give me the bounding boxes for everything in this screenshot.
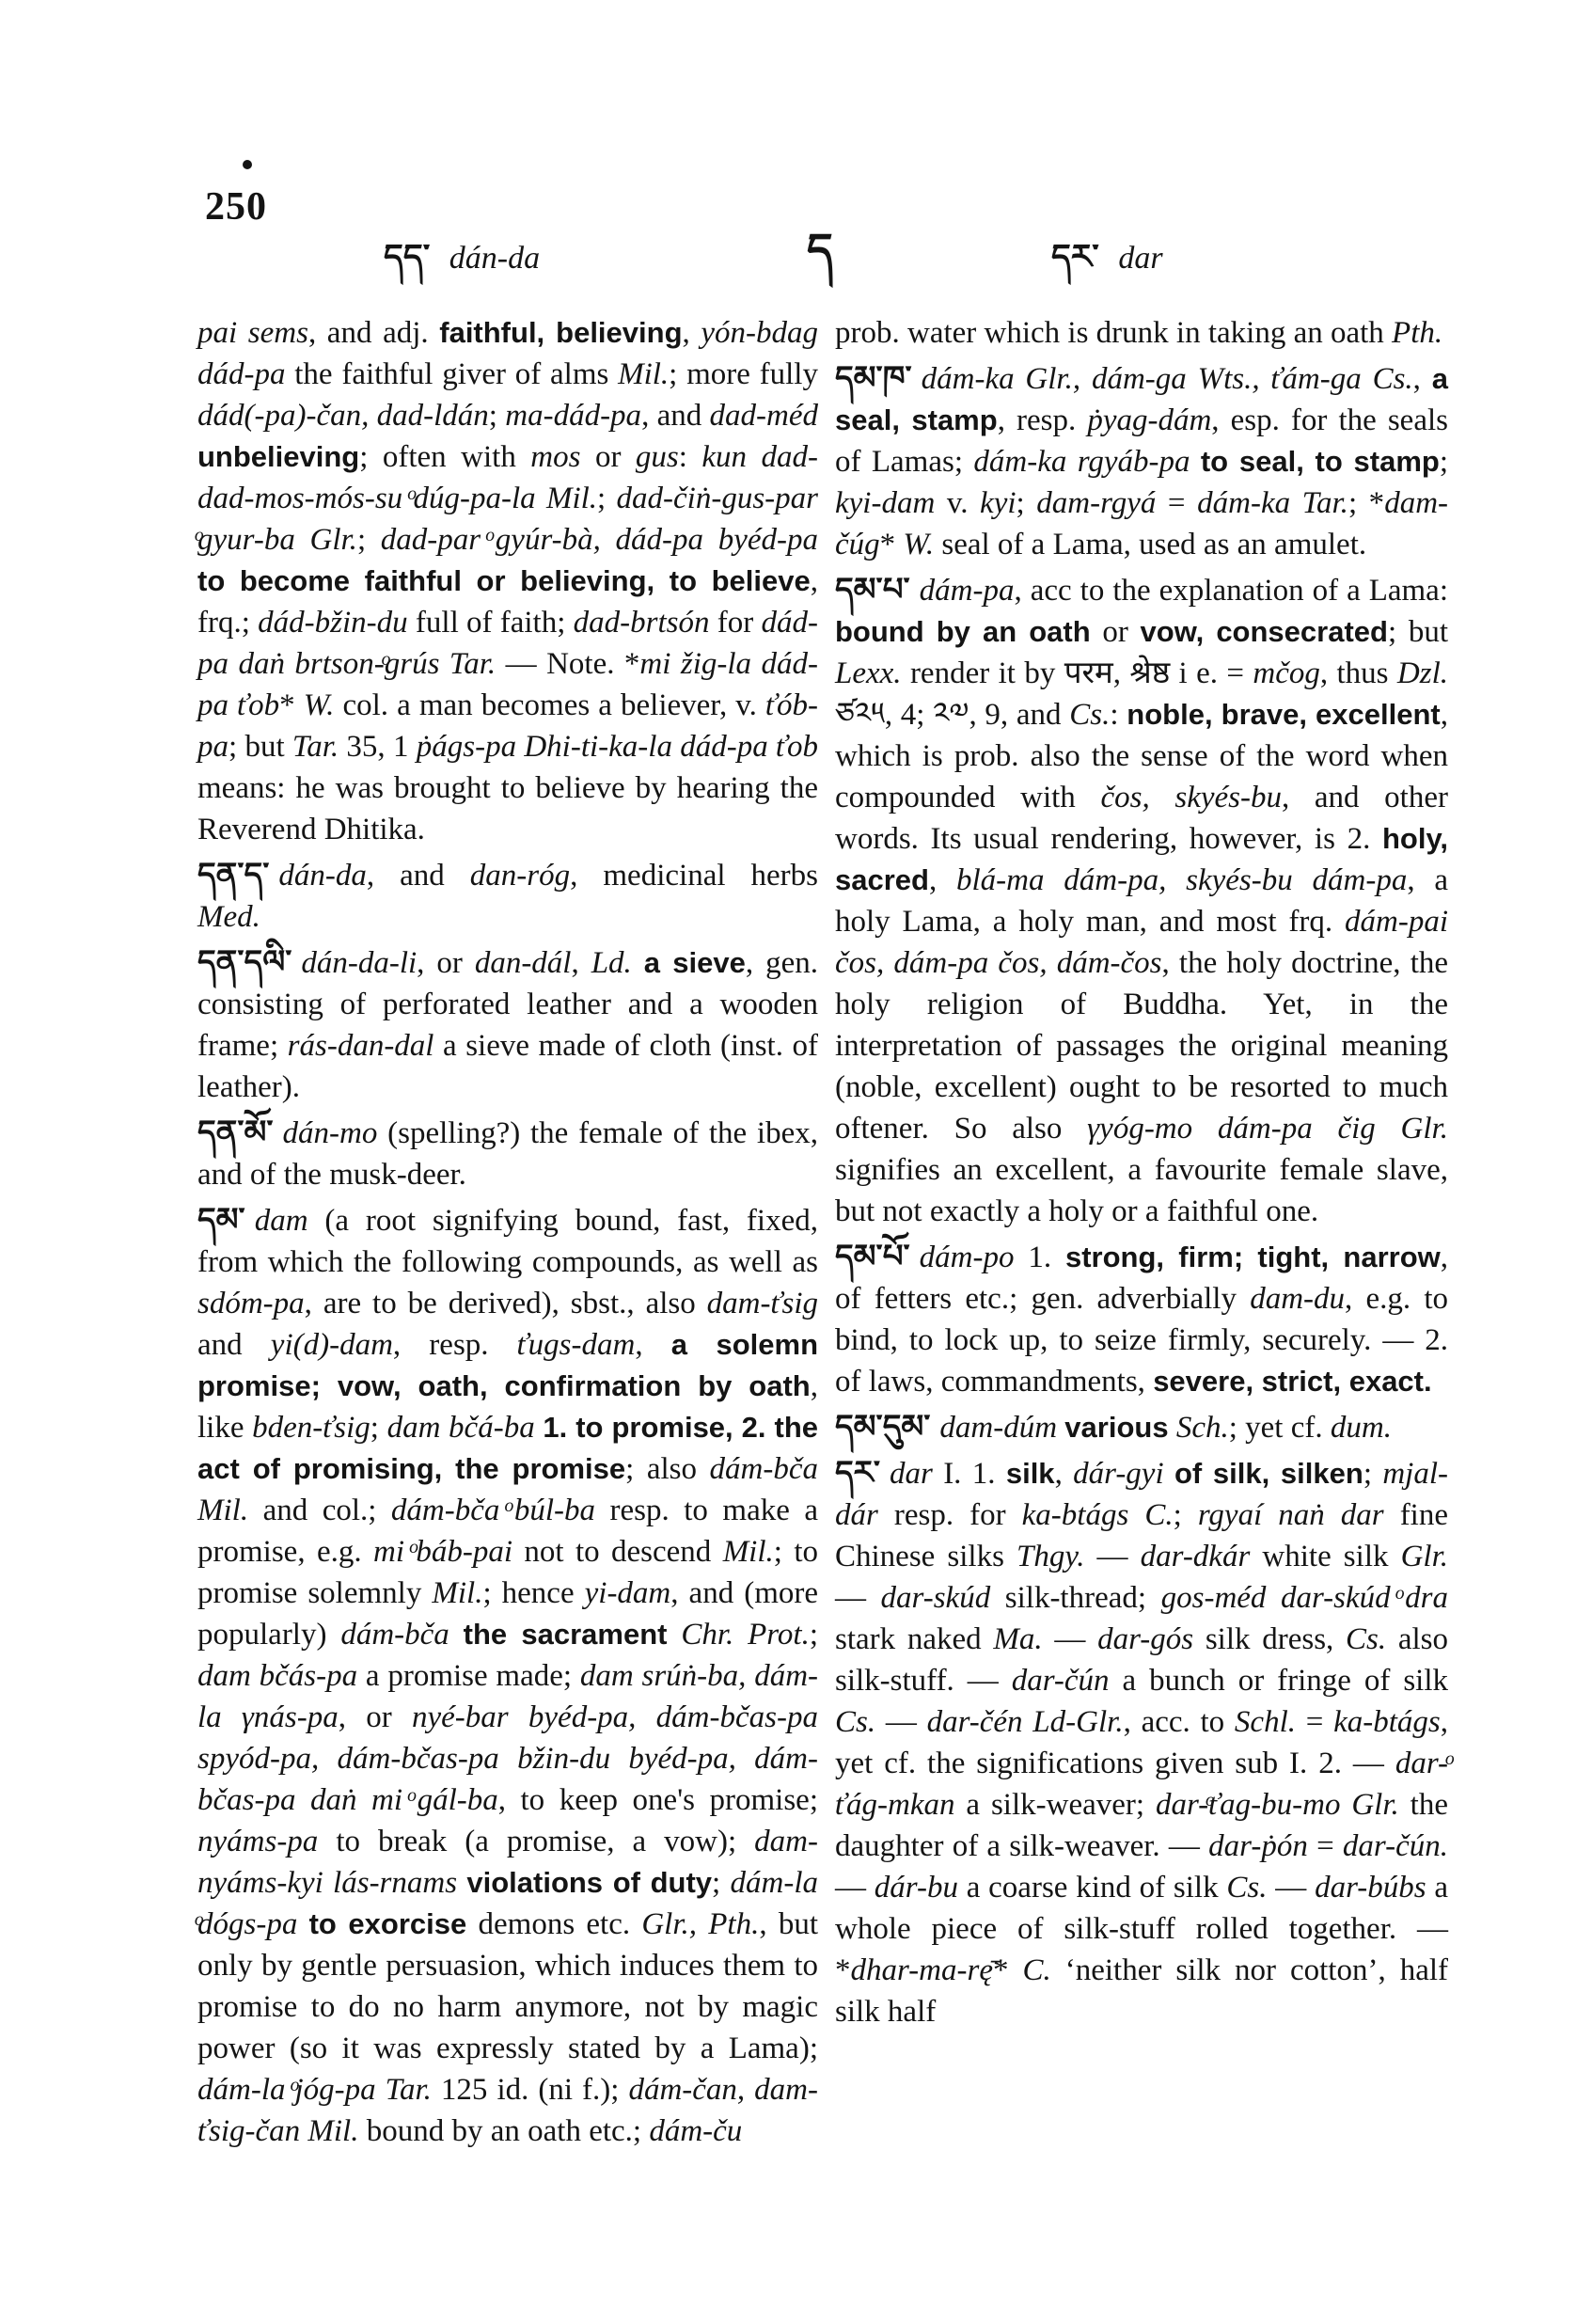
running-head-right: [1051, 218, 1163, 314]
dictionary-entry: དམ་ dam (a root signifying bound, fast, fixed, from which the following compounds, as well as sdóm-pa, are to be derived), sbst., also dam-ťsig and yi(d)-dam, resp. ťugs-dam, a solemn promise; vow, oath, confirmation by oath, like bden-ťsig; dam bčá-ba 1. to promise, 2. the act of promising, the promise; also dám-bča Mil. and col.; dám-bča ͦbúl-ba resp. to make a promise, e.g. mi ͦbáb-pai not to descend Mil.; to promise solemnly Mil.; hence yi-dam, and (more popularly) dám-bča the sacrament Chr. Prot.; dam bčás-pa a promise made; dam srúṅ-ba, dám-la γnás-pa, or nyé-bar byéd-pa, dám-bčas-pa spyód-pa, dám-bčas-pa bžin-du byéd-pa, dám-bčas-pa daṅ mi ͦgál-ba, to keep one's promise; nyáms-pa to break (a promise, a vow); dam-nyáms-kyi lás-rnams violations of duty; dám-la ͦdógs-pa to exorcise demons etc. Glr., Pth., but only by gentle persuasion, which induces them to promise to do no harm anymore, not by magic power (so it was expressly stated by a Lama); dám-la ͦjóg-pa Tar. 125 id. (ni f.); dám-čan, dam-ťsig-čan Mil. bound by an oath etc.; dám-ču: [197, 1201, 819, 2148]
dictionary-entry: དན་མོ་ dán-mo (spelling?) the female of the ibex, and of the musk-deer.: [197, 1114, 818, 1192]
dictionary-entry: དམ་དུམ་ dam-dúm various Sch.; yet cf. dum.: [835, 1408, 1392, 1446]
dictionary-entry: དམ་ཁ་ dám-ka Glr., dám-ga Wts., ťám-ga Cs., a seal, stamp, resp. ṗyag-dám, esp. for the seals of Lamas; dám-ka rgyáb-pa to seal, to stamp; kyi-dam v. kyi; dam-rgyá = dám-ka Tar.; *dam-čúg* W. seal of a Lama, used as an amulet.: [835, 359, 1449, 561]
dictionary-entry: དམ་པོ་ dám-po 1. strong, firm; tight, narrow, of fetters etc.; gen. adverbially dam-du, e.g. to bind, to lock up, to seize firmly, securely. — 2. of laws, commandments, severe, strict, exact.: [835, 1238, 1449, 1399]
left-column: [197, 312, 818, 2156]
right-column: [835, 312, 1448, 2036]
dictionary-entry: དན་ད་ dán-da, and dan-róg, medicinal herbs Med.: [197, 856, 818, 934]
dictionary-entry: prob. water which is drunk in taking an oath Pth.: [835, 316, 1443, 350]
running-head-left-headword: dán-da: [449, 241, 541, 276]
running-head-left-tibetan: དད་: [384, 238, 431, 277]
running-head-right-tibetan: དར་: [1051, 238, 1099, 277]
dictionary-entry: pai sems, and adj. faithful, believing, yón-bdag dád-pa the faithful giver of alms Mil.; more fully dád(-pa)-čan, dad-ldán; ma-dád-pa, and dad-méd unbelieving; often with mos or gus: kun dad-dad-mos-mós-su ͦdúg-pa-la Mil.; dad-čiṅ-gus-par ͦgyur-ba Glr.; dad-par ͦgyúr-bà, dád-pa byéd-pa to become faithful or believing, to believe, frq.; dád-bžin-du full of faith; dad-brtsón for dád-pa daṅ brtson-ͦgrús Tar. — Note. *mi žig-la dád-pa ťob* W. col. a man becomes a believer, v. ťób-pa; but Tar. 35, 1 ṗágs-pa Dhi-ti-ka-la dád-pa ťob means: he was brought to believe by hearing the Reverend Dhitika.: [197, 316, 819, 846]
page-number: 250: [205, 185, 267, 229]
dictionary-entry: དར་ dar I. 1. silk, dár-gyi of silk, silken; mjal-dár resp. for ka-btágs C.; rgyaí naṅ dar fine Chinese silks Thgy. — dar-dkár white silk Glr. — dar-skúd silk-thread; gos-méd dar-skúd ͦdra stark naked Ma. — dar-gós silk dress, Cs. also silk-stuff. — dar-čún a bunch or fringe of silk Cs. — dar-čén Ld-Glr., acc. to Schl. = ka-btágs, yet cf. the significations given sub I. 2. — dar-ͦťág-mkan a silk-weaver; dar-ͦťag-bu-mo Glr. the daughter of a silk-weaver. — dar-ṗón = dar-čún. — dár-bu a coarse kind of silk Cs. — dar-búbs a whole piece of silk-stuff rolled together. — *dhar-ma-rę̄* C. ‘neither silk nor cotton’, half silk half: [835, 1454, 1449, 2029]
page-dot-mark: [243, 160, 252, 169]
running-head-left: [384, 218, 540, 314]
section-letter: ད: [807, 224, 833, 277]
running-head-right-headword: dar: [1118, 241, 1163, 276]
dictionary-entry: དམ་པ་ dám-pa, acc to the explanation of a Lama: bound by an oath or vow, consecrated; but Lexx. render it by परम, श्रेष्ठ i e. = mčog, thus Dzl. ཙ༢༥, 4; ༢༧, 9, and Cs.: noble, brave, excellent, which is prob. also the sense of the word when compounded with čos, skyés-bu, and other words. Its usual rendering, however, is 2. holy, sacred, blá-ma dám-pa, skyés-bu dám-pa, a holy Lama, a holy man, and most frq. dám-pai čos, dám-pa čos, dám-čos, the holy doctrine, the holy religion of Buddha. Yet, in the interpretation of passages the original meaning (noble, excellent) ought to be resorted to much oftener. So also γyóg-mo dám-pa čig Glr. signifies an excellent, a favourite female slave, but not exactly a holy or a faithful one.: [835, 571, 1449, 1228]
dictionary-entry: དན་དལི་ dán-da-li, or dan-dál, Ld. a sieve, gen. consisting of perforated leather and a wooden frame; rás-dan-dal a sieve made of cloth (inst. of leather).: [197, 943, 818, 1104]
